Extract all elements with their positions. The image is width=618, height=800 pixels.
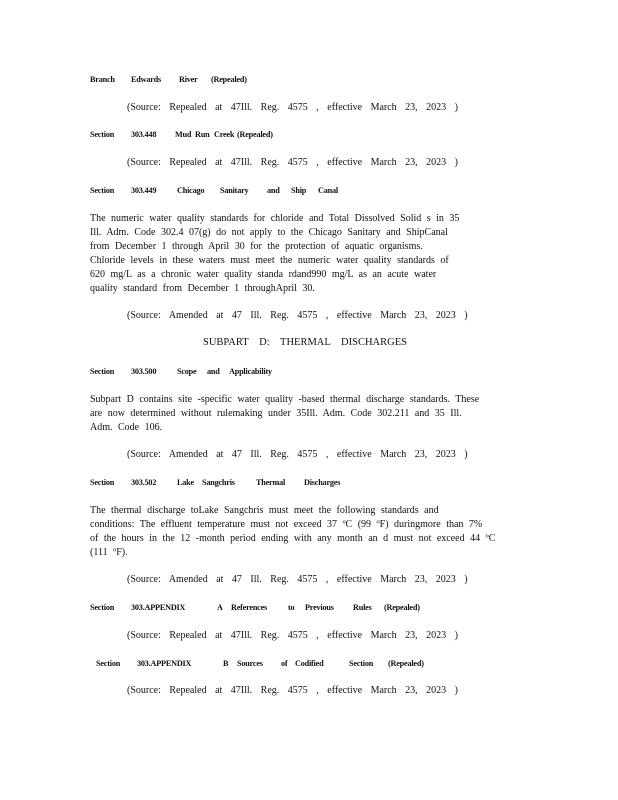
body-text-line: 620 mg/L as a chronic water quality standa rdand990 mg/L as an acute water bbox=[90, 269, 437, 280]
body-text-line: quality standard from December 1 throughApril 30. bbox=[90, 283, 315, 294]
heading-word: River bbox=[179, 75, 198, 84]
heading-word: Ship bbox=[291, 186, 307, 195]
source-note: (Source: Amended at 47 Ill. Reg. 4575 , effective March 23, 2023 ) bbox=[127, 449, 468, 460]
body-text-line: are now determined without rulemaking under 35Ill. Adm. Code 302.211 and 35 Ill. bbox=[90, 408, 462, 419]
body-text-line: The thermal discharge toLake Sangchris must meet the following standards and bbox=[90, 505, 439, 516]
source-note: (Source: Repealed at 47Ill. Reg. 4575 , effective March 23, 2023 ) bbox=[127, 685, 459, 696]
heading-word: Sources bbox=[237, 659, 263, 668]
heading-word: Branch bbox=[90, 75, 115, 84]
heading-word: Section bbox=[90, 367, 115, 376]
heading-word: Section bbox=[96, 659, 121, 668]
section-heading bbox=[90, 368, 272, 376]
source-note: (Source: Amended at 47 Ill. Reg. 4575 , effective March 23, 2023 ) bbox=[127, 574, 468, 585]
body-text-line: Chloride levels in these waters must meet the numeric water quality standards of bbox=[90, 255, 449, 266]
heading-word: Discharges bbox=[304, 478, 341, 487]
heading-word: Section bbox=[90, 130, 115, 139]
subpart-heading: SUBPART D: THERMAL DISCHARGES bbox=[203, 337, 407, 348]
heading-word: Rules bbox=[353, 603, 372, 612]
heading-word: References bbox=[231, 603, 268, 612]
heading-word: Applicability bbox=[229, 367, 272, 376]
heading-word: (Repealed) bbox=[237, 130, 273, 139]
heading-word: Section bbox=[349, 659, 374, 668]
heading-word: B bbox=[223, 659, 229, 668]
heading-word: and bbox=[207, 367, 220, 376]
heading-word: Section bbox=[90, 603, 115, 612]
heading-word: Edwards bbox=[131, 75, 161, 84]
body-text-line: Ill. Adm. Code 302.4 07(g) do not apply to the Chicago Sanitary and ShipCanal bbox=[90, 227, 448, 238]
body-text-line: from December 1 through April 30 for the protection of aquatic organisms. bbox=[90, 241, 423, 252]
heading-word: Scope bbox=[177, 367, 197, 376]
heading-word: (Repealed) bbox=[388, 659, 424, 668]
heading-word: Mud bbox=[175, 130, 192, 139]
heading-word: Sanitary bbox=[220, 186, 249, 195]
heading-word: 303.APPENDIX bbox=[131, 603, 186, 612]
heading-word: Previous bbox=[305, 603, 334, 612]
heading-word: Codified bbox=[295, 659, 324, 668]
heading-word: Sangchris bbox=[202, 478, 235, 487]
heading-word: Section bbox=[90, 186, 115, 195]
heading-word: and bbox=[267, 186, 280, 195]
heading-word: Creek bbox=[214, 130, 235, 139]
heading-word: Chicago bbox=[177, 186, 205, 195]
body-text-line: conditions: The effluent temperature must not exceed 37 ºC (99 ºF) duringmore than 7% bbox=[90, 519, 483, 530]
heading-word: Run bbox=[195, 130, 210, 139]
section-heading bbox=[90, 131, 273, 139]
body-text-line: Adm. Code 106. bbox=[90, 422, 163, 433]
heading-word: 303.500 bbox=[131, 367, 157, 376]
heading-word: Thermal bbox=[256, 478, 286, 487]
source-note: (Source: Repealed at 47Ill. Reg. 4575 , effective March 23, 2023 ) bbox=[127, 102, 459, 113]
section-heading bbox=[90, 604, 420, 612]
heading-word: (Repealed) bbox=[384, 603, 420, 612]
body-text-line: Subpart D contains site -specific water quality -based thermal discharge standards. These bbox=[90, 394, 480, 405]
heading-word: Lake bbox=[177, 478, 194, 487]
section-heading bbox=[96, 660, 424, 668]
section-heading bbox=[90, 187, 338, 195]
body-text-line: The numeric water quality standards for chloride and Total Dissolved Solid s in 35 bbox=[90, 213, 460, 224]
body-text-line: of the hours in the 12 -month period ending with any month an d must not exceed 44 ºC bbox=[90, 533, 496, 544]
heading-word: to bbox=[288, 603, 295, 612]
source-note: (Source: Repealed at 47Ill. Reg. 4575 , effective March 23, 2023 ) bbox=[127, 157, 459, 168]
body-text-line: (111 ºF). bbox=[90, 547, 128, 558]
heading-word: 303.502 bbox=[131, 478, 157, 487]
source-note: (Source: Amended at 47 Ill. Reg. 4575 , effective March 23, 2023 ) bbox=[127, 310, 468, 321]
heading-word: A bbox=[217, 603, 223, 612]
heading-word: Section bbox=[90, 478, 115, 487]
heading-word: of bbox=[281, 659, 288, 668]
heading-word: 303.APPENDIX bbox=[137, 659, 192, 668]
source-note: (Source: Repealed at 47Ill. Reg. 4575 , effective March 23, 2023 ) bbox=[127, 630, 459, 641]
section-heading bbox=[90, 479, 340, 487]
section-heading bbox=[90, 76, 247, 84]
heading-word: 303.448 bbox=[131, 130, 157, 139]
heading-word: Canal bbox=[318, 186, 338, 195]
heading-word: 303.449 bbox=[131, 186, 157, 195]
heading-word: (Repealed) bbox=[211, 75, 247, 84]
